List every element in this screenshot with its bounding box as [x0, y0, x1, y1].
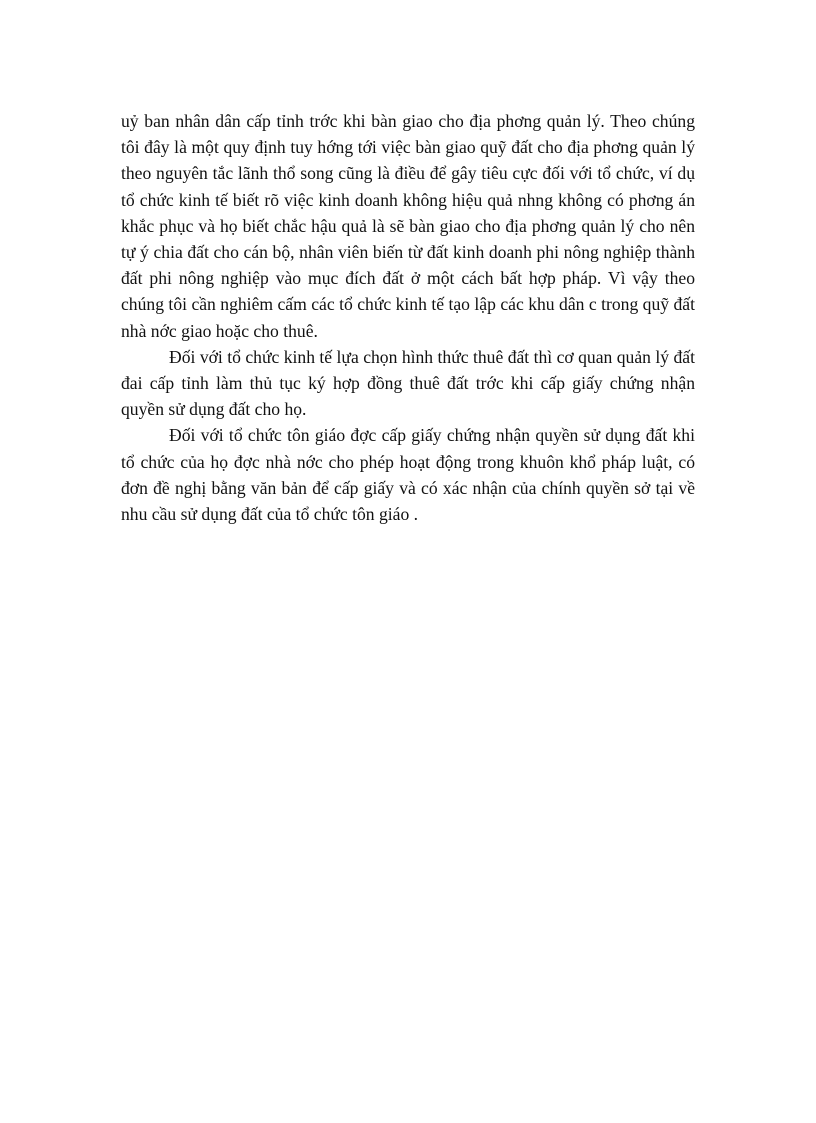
document-body [121, 108, 695, 527]
paragraph-2: Đối với tổ chức kinh tế lựa chọn hình thức thuê đất thì cơ quan quản lý đất đai cấp tỉnh làm thủ tục ký hợp đồng thuê đất trớc khi cấp giấy chứng nhận quyền sử dụng đất cho họ. [121, 346, 695, 420]
paragraph-3: Đối với tổ chức tôn giáo đợc cấp giấy chứng nhận quyền sử dụng đất khi tổ chức của họ đợc nhà nớc cho phép hoạt động trong khuôn khổ pháp luật, có đơn đề nghị bằng văn bản để cấp giấy và có xác nhận của chính quyền sở tại về nhu cầu sử dụng đất của tổ chức tôn giáo . [121, 425, 695, 525]
paragraph-1: uỷ ban nhân dân cấp tỉnh trớc khi bàn giao cho địa phơng quản lý. Theo chúng tôi đây là một quy định tuy hớng tới việc bàn giao quỹ đất cho địa phơng quản lý theo nguyên tắc lãnh thổ song cũng là điều để gây tiêu cực đối với tổ chức, ví dụ tổ chức kinh tế biết rõ việc kinh doanh không hiệu quả nhng không có phơng án khắc phục và họ biết chắc hậu quả là sẽ bàn giao cho địa phơng quản lý cho nên tự ý chia đất cho cán bộ, nhân viên biến từ đất kinh doanh phi nông nghiệp thành đất phi nông nghiệp vào mục đích đất ở một cách bất hợp pháp. Vì vậy theo chúng tôi cần nghiêm cấm các tổ chức kinh tế tạo lập các khu dân c trong quỹ đất nhà nớc giao hoặc cho thuê. [121, 111, 695, 341]
